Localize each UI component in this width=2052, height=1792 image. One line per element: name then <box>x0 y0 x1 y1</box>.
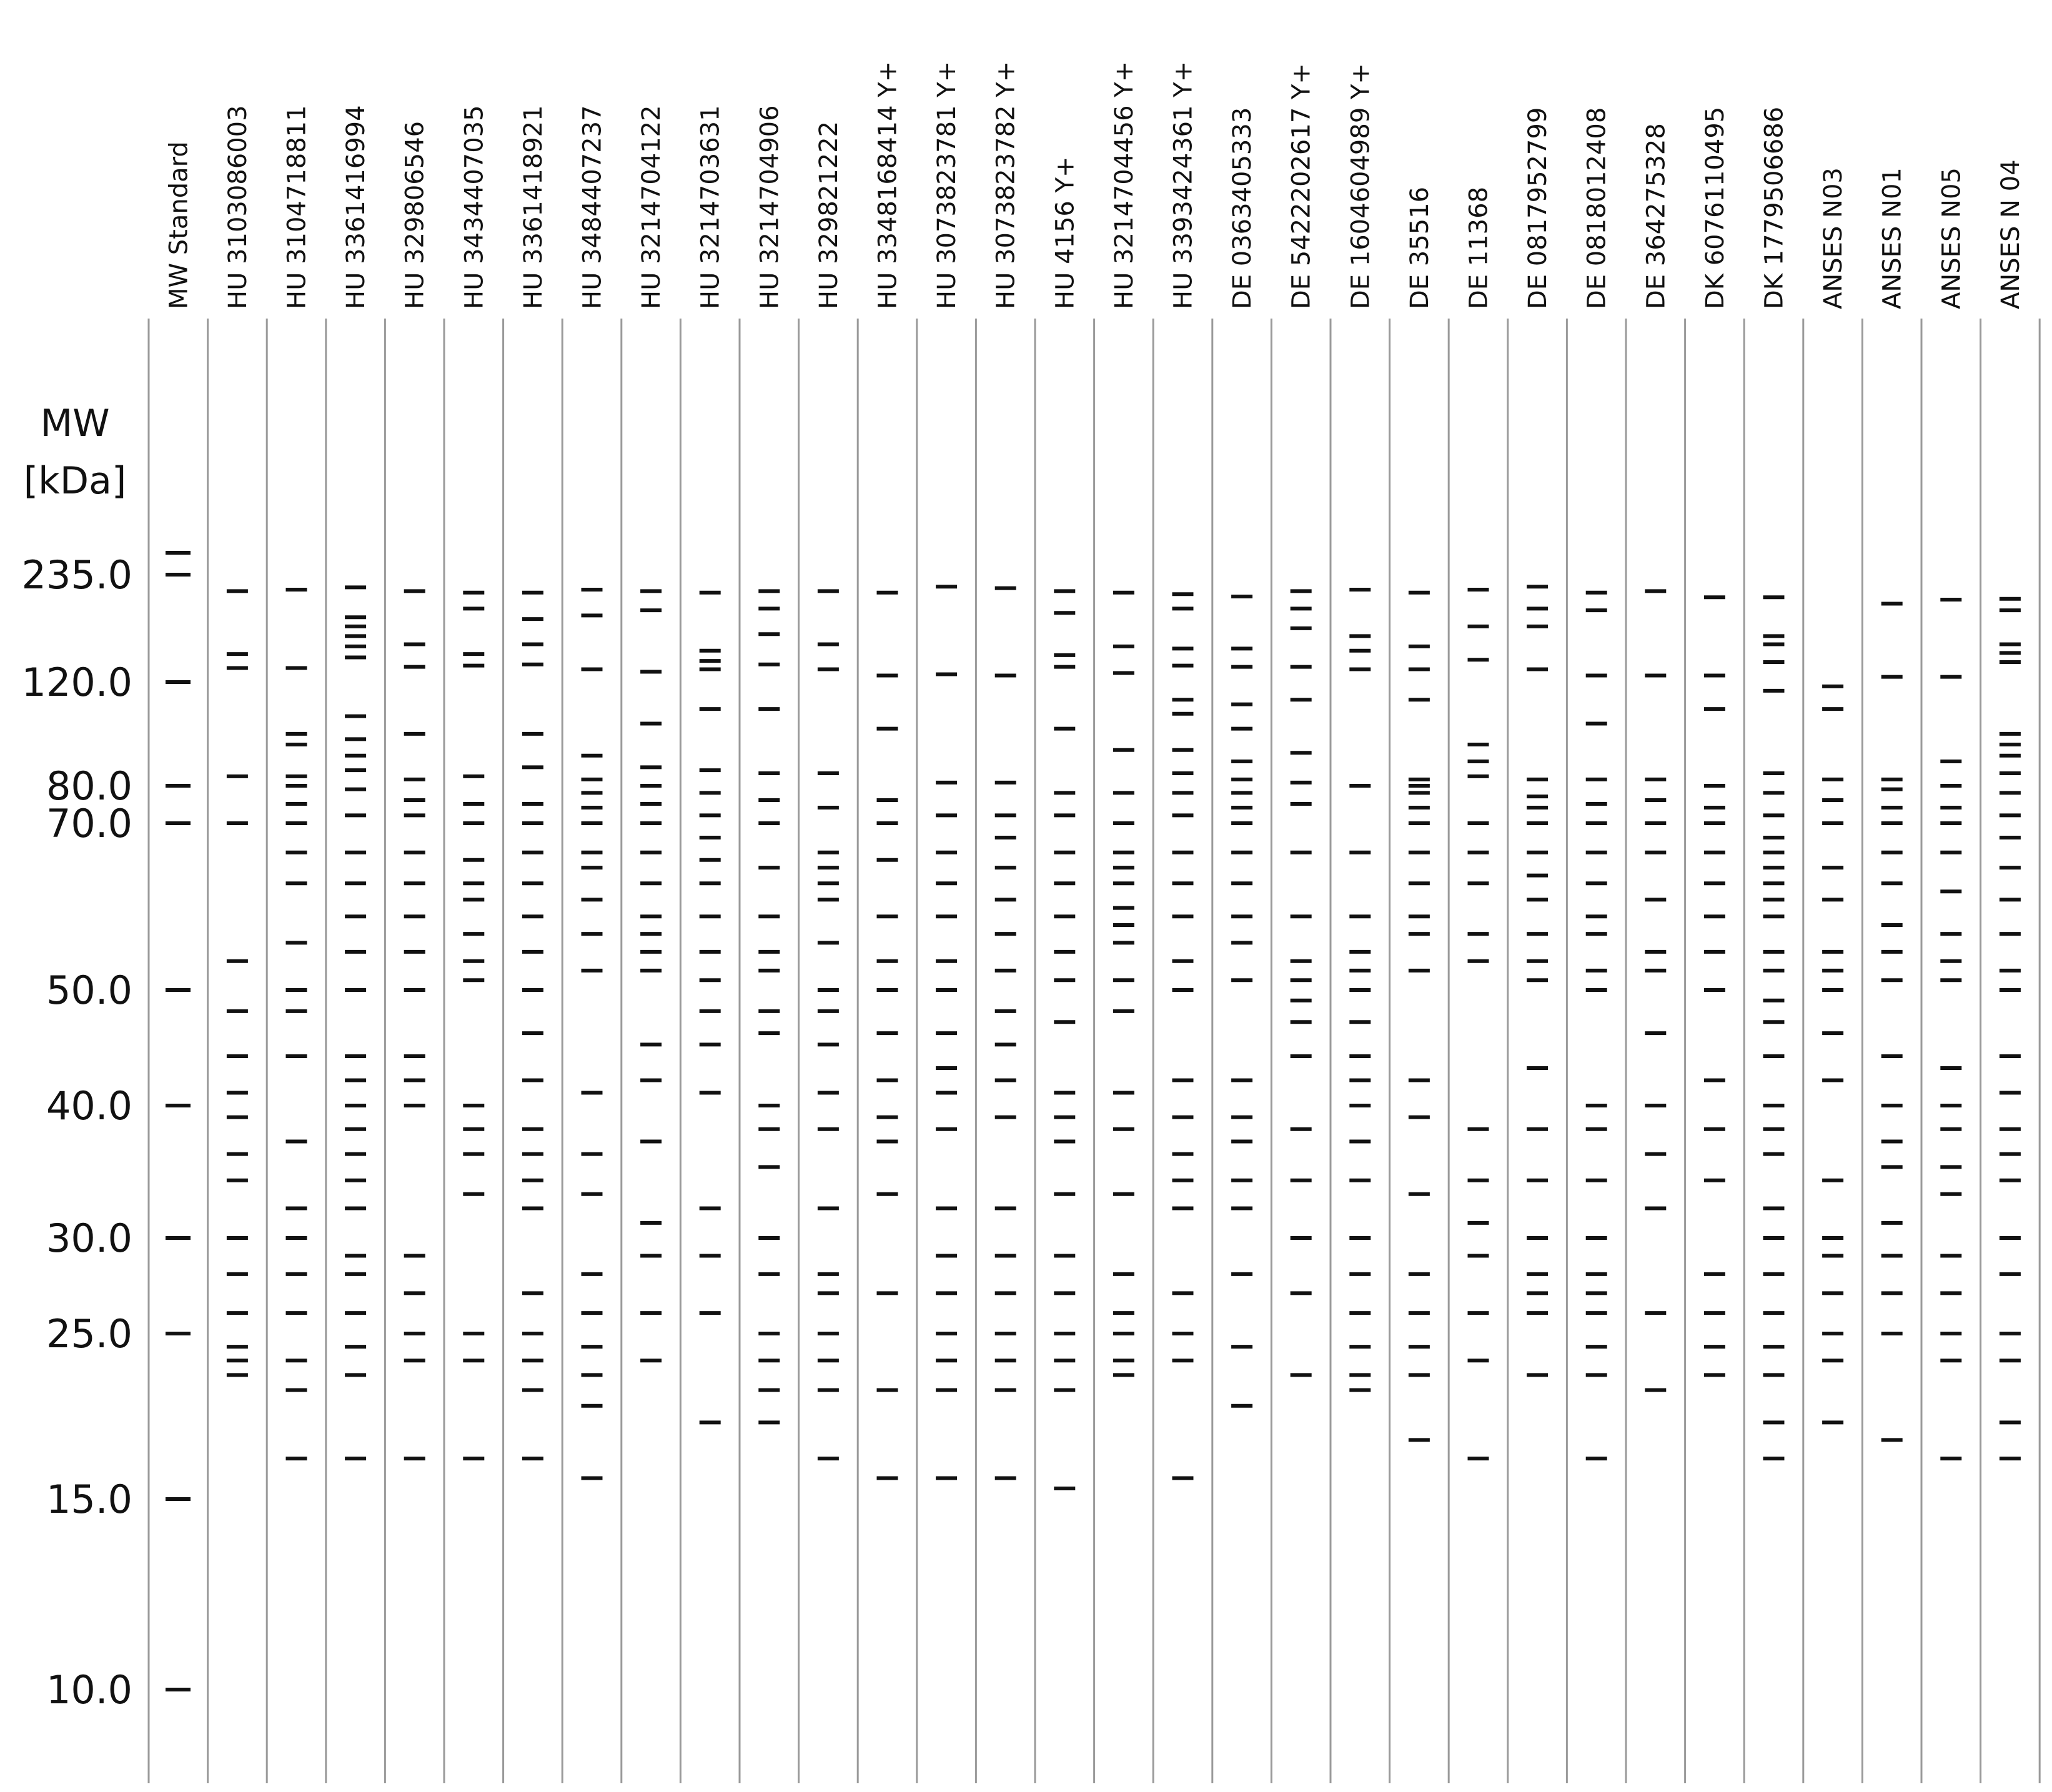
lane-label: HU 3393424361 Y+ <box>1169 61 1198 309</box>
mw-markers <box>22 552 191 1713</box>
lane-label: HU 3484407237 <box>578 105 607 309</box>
lane-label: ANSES N01 <box>1878 167 1907 309</box>
lane-label: HU 3073823782 Y+ <box>991 61 1021 309</box>
mw-axis-title <box>24 402 127 503</box>
lane-label: HU 329806546 <box>400 121 430 309</box>
lane-labels <box>164 61 2025 309</box>
lane-label: HU 3434407035 <box>460 105 489 309</box>
mw-tick-label: 30.0 <box>46 1215 132 1261</box>
mw-tick-label: 120.0 <box>21 660 132 705</box>
lane-label: HU 3104718811 <box>282 105 312 309</box>
lane-label: DE 5422202617 Y+ <box>1287 63 1316 309</box>
mw-axis-title-line2: [kDa] <box>23 459 127 503</box>
lane-label: HU 3214704122 <box>637 105 667 309</box>
lane-separators <box>149 319 2040 1783</box>
lane-label: DE 0817952799 <box>1524 107 1553 309</box>
mw-tick-label: 25.0 <box>46 1311 132 1357</box>
mw-tick-label: 40.0 <box>46 1083 132 1129</box>
lane-label: DK 1779506686 <box>1760 106 1789 309</box>
mw-tick-label: 50.0 <box>46 968 132 1013</box>
lane-label: HU 3103086003 <box>223 105 252 309</box>
lane-label: ANSES N 04 <box>1996 159 2025 309</box>
lane-label: MW Standard <box>164 141 194 309</box>
lane-label: HU 3073823781 Y+ <box>933 61 962 309</box>
mw-tick-label: 10.0 <box>46 1667 132 1713</box>
lane-label: ANSES N05 <box>1937 167 1966 309</box>
lane-label: DK 6076110495 <box>1700 106 1730 309</box>
sample-bands <box>227 587 2021 1488</box>
lane-label: HU 3361418921 <box>518 105 548 309</box>
lane-label: HU 3214704906 <box>755 105 785 309</box>
lane-label: DE 35516 <box>1405 186 1434 309</box>
lane-label: HU 3361416994 <box>342 105 371 309</box>
lane-label: DE 0363405333 <box>1228 107 1257 309</box>
lane-label: HU 329821222 <box>814 121 843 309</box>
mw-tick-label: 70.0 <box>46 801 132 846</box>
lane-label: DE 1604604989 Y+ <box>1346 63 1375 309</box>
lane-label: DE 11368 <box>1464 186 1494 309</box>
lane-label: HU 3348168414 Y+ <box>873 61 903 309</box>
lane-label: DE 0818012408 <box>1582 107 1612 309</box>
lane-label: DE 364275328 <box>1642 123 1671 309</box>
lane-label: ANSES N03 <box>1819 167 1848 309</box>
mw-tick-label: 15.0 <box>46 1477 132 1522</box>
lane-label: HU 4156 Y+ <box>1051 156 1080 309</box>
lane-label: HU 3214704456 Y+ <box>1109 61 1139 309</box>
mw-axis-title-line1: MW <box>40 402 110 445</box>
mw-tick-label: 80.0 <box>46 763 132 809</box>
mw-tick-label: 235.0 <box>21 552 132 598</box>
lane-label: HU 3214703631 <box>696 105 725 309</box>
